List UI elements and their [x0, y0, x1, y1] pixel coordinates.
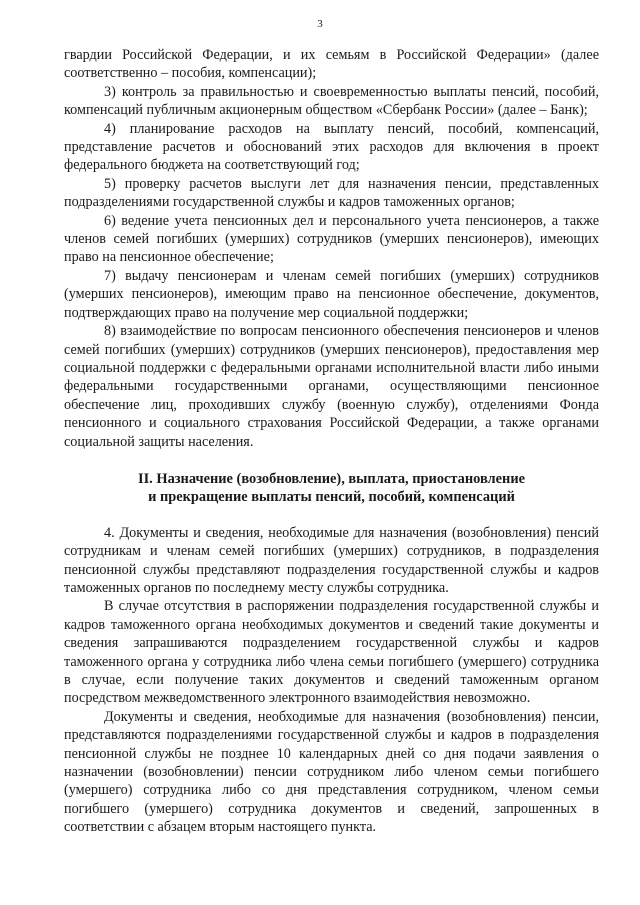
paragraph-point-4-deadline: Документы и сведения, необходимые для назначения (возобновления) пенсии, представляются подразделениями государственной службы и кадров в подразделения пенсионной службы не позднее 10 календарных дней со дня подачи заявления о назначении (возобновлении) пенсии сотрудником либо членом семьи погибшего (умершего) сотрудника либо со дня представления сотрудником, членом семьи погибшего (умершего) сотрудника документов и сведений, запрошенных в соответствии с абзацем вторым настоящего пункта. — [64, 708, 599, 836]
section-heading — [64, 470, 599, 507]
paragraph-item-5: 5) проверку расчетов выслуги лет для назначения пенсии, представленных подразделениями государственной службы и кадров таможенных органов; — [64, 175, 599, 211]
document-body — [64, 46, 599, 837]
paragraph-continuation: гвардии Российской Федерации, и их семьям в Российской Федерации» (далее соответственно – пособия, компенсации); — [64, 47, 599, 82]
section-heading-line-2: и прекращение выплаты пенсий, пособий, компенсаций — [148, 489, 515, 506]
paragraph-point-4: 4. Документы и сведения, необходимые для назначения (возобновления) пенсий сотрудникам и членам семей погибших (умерших) сотрудников, в подразделения пенсионной службы представляют подразделения государственной службы и кадров таможенных органов по последнему месту службы сотрудника. — [64, 524, 599, 596]
page-number: 3 — [317, 18, 323, 30]
paragraph-item-3: 3) контроль за правильностью и своевременностью выплаты пенсий, пособий, компенсаций публичным акционерным обществом «Сбербанк России» (далее – Банк); — [64, 83, 599, 119]
paragraph-item-6: 6) ведение учета пенсионных дел и персонального учета пенсионеров, а также членов семей погибших (умерших) сотрудников (умерших пенсионеров), имеющих право на пенсионное обеспечение; — [64, 212, 599, 266]
paragraph-item-4: 4) планирование расходов на выплату пенсий, пособий, компенсаций, представление расчетов и обоснований этих расходов для включения в проект федерального бюджета на соответствующий год; — [64, 120, 599, 174]
section-heading-line-1: II. Назначение (возобновление), выплата, приостановление — [137, 470, 525, 487]
paragraph-point-4-absence: В случае отсутствия в распоряжении подразделения государственной службы и кадров таможенного органа необходимых документов и сведений такие документы и сведения запрашиваются подразделением государственной службы и кадров таможенного органа у сотрудника либо члена семьи погибшего (умершего) сотрудника в случае, если получение таких документов и сведений таможенным органом посредством межведомственного электронного взаимодействия невозможно. — [64, 598, 599, 707]
paragraph-item-8: 8) взаимодействие по вопросам пенсионного обеспечения пенсионеров и членов семей погибших (умерших) сотрудников (умерших пенсионеров), предоставления мер социальной поддержки с федеральными органами исполнительной власти либо иными федеральными государственными органами, осуществляющими пенсионное обеспечение лиц, проходивших службу (военную службу), отделениями Фонда пенсионного и социального страхования Российской Федерации, а также органами социальной защиты населения. — [64, 323, 599, 450]
paragraph-item-7: 7) выдачу пенсионерам и членам семей погибших (умерших) сотрудников (умерших пенсионеров), имеющим право на пенсионное обеспечение, документов, подтверждающих право на получение мер социальной поддержки; — [64, 267, 599, 321]
